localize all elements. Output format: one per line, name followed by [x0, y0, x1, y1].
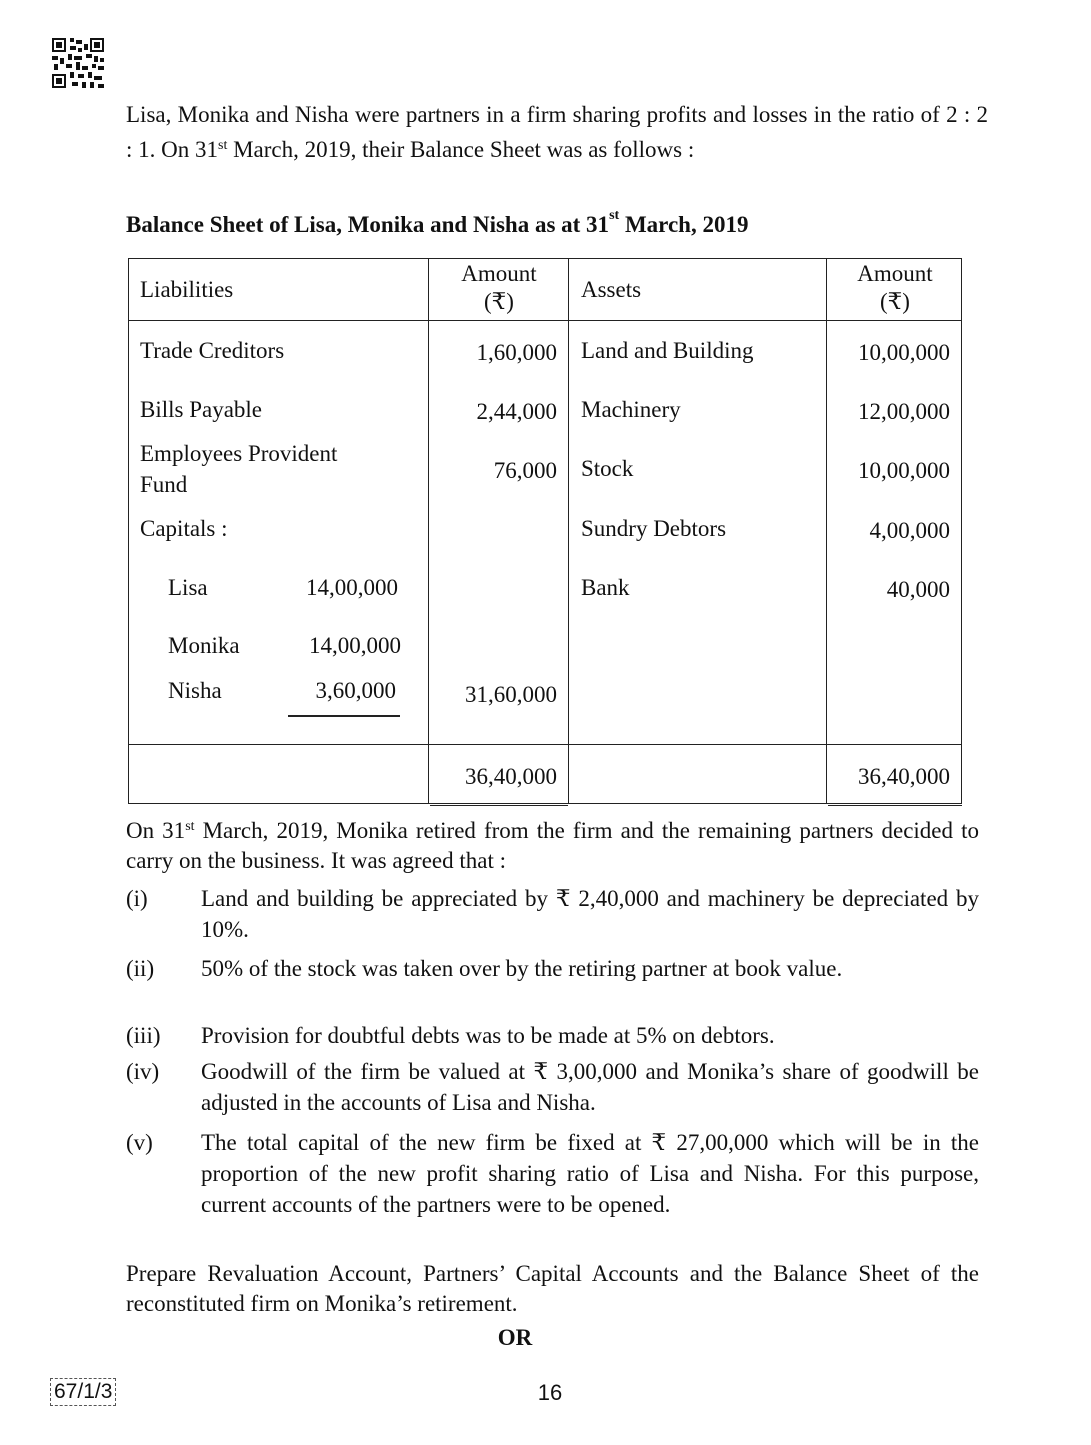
capital-partner-name: Nisha	[168, 678, 222, 703]
list-item-text: Provision for doubtful debts was to be made at 5% on debtors.	[201, 1023, 775, 1048]
asset-label: Stock	[581, 456, 634, 481]
list-item-number: (iv)	[126, 1059, 160, 1084]
header-amount-currency: (₹)	[880, 289, 910, 314]
intro-paragraph	[126, 97, 988, 167]
liability-amount: 1,60,000	[476, 340, 557, 365]
list-item-number: (i)	[126, 886, 148, 911]
liability-label: Employees Provident	[140, 441, 338, 466]
instruction-paragraph: Prepare Revaluation Account, Partners’ Capital Accounts and the Balance Sheet of the reconstituted firm on Monika’s retirement.	[126, 1261, 979, 1316]
intro-text-2: March, 2019, their Balance Sheet was as follows :	[227, 137, 695, 162]
header-liabilities: Liabilities	[140, 277, 234, 302]
list-item-text: Land and building be appreciated by ₹ 2,40,000 and machinery be depreciated by 10%.	[201, 886, 979, 942]
table-total-rule	[128, 744, 962, 745]
total-double-rule	[828, 805, 962, 806]
capital-partner-amount: 14,00,000	[309, 633, 401, 658]
asset-amount: 10,00,000	[858, 458, 950, 483]
header-amount-currency: (₹)	[484, 289, 514, 314]
capitals-total: 31,60,000	[465, 682, 557, 707]
header-amount-liabilities: Amount	[461, 261, 537, 286]
list-item-number: (ii)	[126, 956, 155, 981]
or-separator: OR	[497, 1325, 533, 1350]
list-item-number: (iii)	[126, 1023, 161, 1048]
list-item-number: (v)	[126, 1130, 153, 1155]
asset-label: Land and Building	[581, 338, 754, 363]
capital-partner-amount: 14,00,000	[306, 575, 398, 600]
page-number: 16	[537, 1380, 563, 1405]
liability-label: Capitals :	[140, 516, 228, 541]
list-item-text: Goodwill of the firm be valued at ₹ 3,00,000 and Monika’s share of goodwill be adjusted in the accounts of Lisa and Nisha.	[201, 1059, 979, 1115]
liability-label: Bills Payable	[140, 397, 263, 422]
list-item-text: The total capital of the new firm be fixed at ₹ 27,00,000 which will be in the proportion of the new profit sharing ratio of Lisa and Nisha. For this purpose, current accounts of the partners were to be opened.	[201, 1130, 979, 1217]
total-double-rule	[430, 805, 568, 806]
asset-label: Sundry Debtors	[581, 516, 727, 541]
paper-code: 67/1/3	[50, 1378, 116, 1406]
liability-label-cont: Fund	[140, 472, 188, 497]
asset-amount: 10,00,000	[858, 340, 950, 365]
balance-sheet-title	[126, 208, 1026, 238]
intro-sup: st	[218, 138, 228, 153]
table-divider	[428, 258, 429, 804]
capital-partner-name: Monika	[168, 633, 240, 658]
retirement-text-1: On 31	[126, 818, 186, 843]
table-divider	[568, 258, 569, 804]
header-amount-assets: Amount	[857, 261, 933, 286]
asset-amount: 4,00,000	[869, 518, 950, 543]
qr-code-icon	[52, 38, 104, 88]
capital-partner-name: Lisa	[168, 575, 208, 600]
retirement-paragraph	[126, 816, 979, 876]
capital-subtotal-rule	[288, 715, 400, 717]
liability-label: Trade Creditors	[140, 338, 285, 363]
asset-amount: 40,000	[886, 577, 950, 602]
asset-label: Bank	[581, 575, 630, 600]
table-header-rule	[128, 320, 962, 321]
liability-amount: 76,000	[493, 458, 557, 483]
header-assets: Assets	[581, 277, 642, 302]
table-divider	[826, 258, 827, 804]
bs-title-text-1: Balance Sheet of Lisa, Monika and Nisha as at 31	[126, 212, 610, 237]
bs-title-text-2: March, 2019	[619, 212, 749, 237]
bs-title-sup: st	[609, 208, 620, 223]
total-assets: 36,40,000	[858, 764, 950, 789]
capital-partner-amount: 3,60,000	[315, 678, 396, 703]
asset-label: Machinery	[581, 397, 681, 422]
retirement-text-2: March, 2019, Monika retired from the firm and the remaining partners decided to carry on the business. It was agreed that :	[126, 818, 979, 873]
list-item-text: 50% of the stock was taken over by the retiring partner at book value.	[201, 956, 843, 981]
intro-text-1: Lisa, Monika and Nisha were partners in a firm sharing profits and losses in the ratio of 2 : 2 : 1. On 31	[126, 102, 988, 162]
liability-amount: 2,44,000	[476, 399, 557, 424]
asset-amount: 12,00,000	[858, 399, 950, 424]
total-liabilities: 36,40,000	[465, 764, 557, 789]
retirement-sup: st	[185, 819, 195, 834]
